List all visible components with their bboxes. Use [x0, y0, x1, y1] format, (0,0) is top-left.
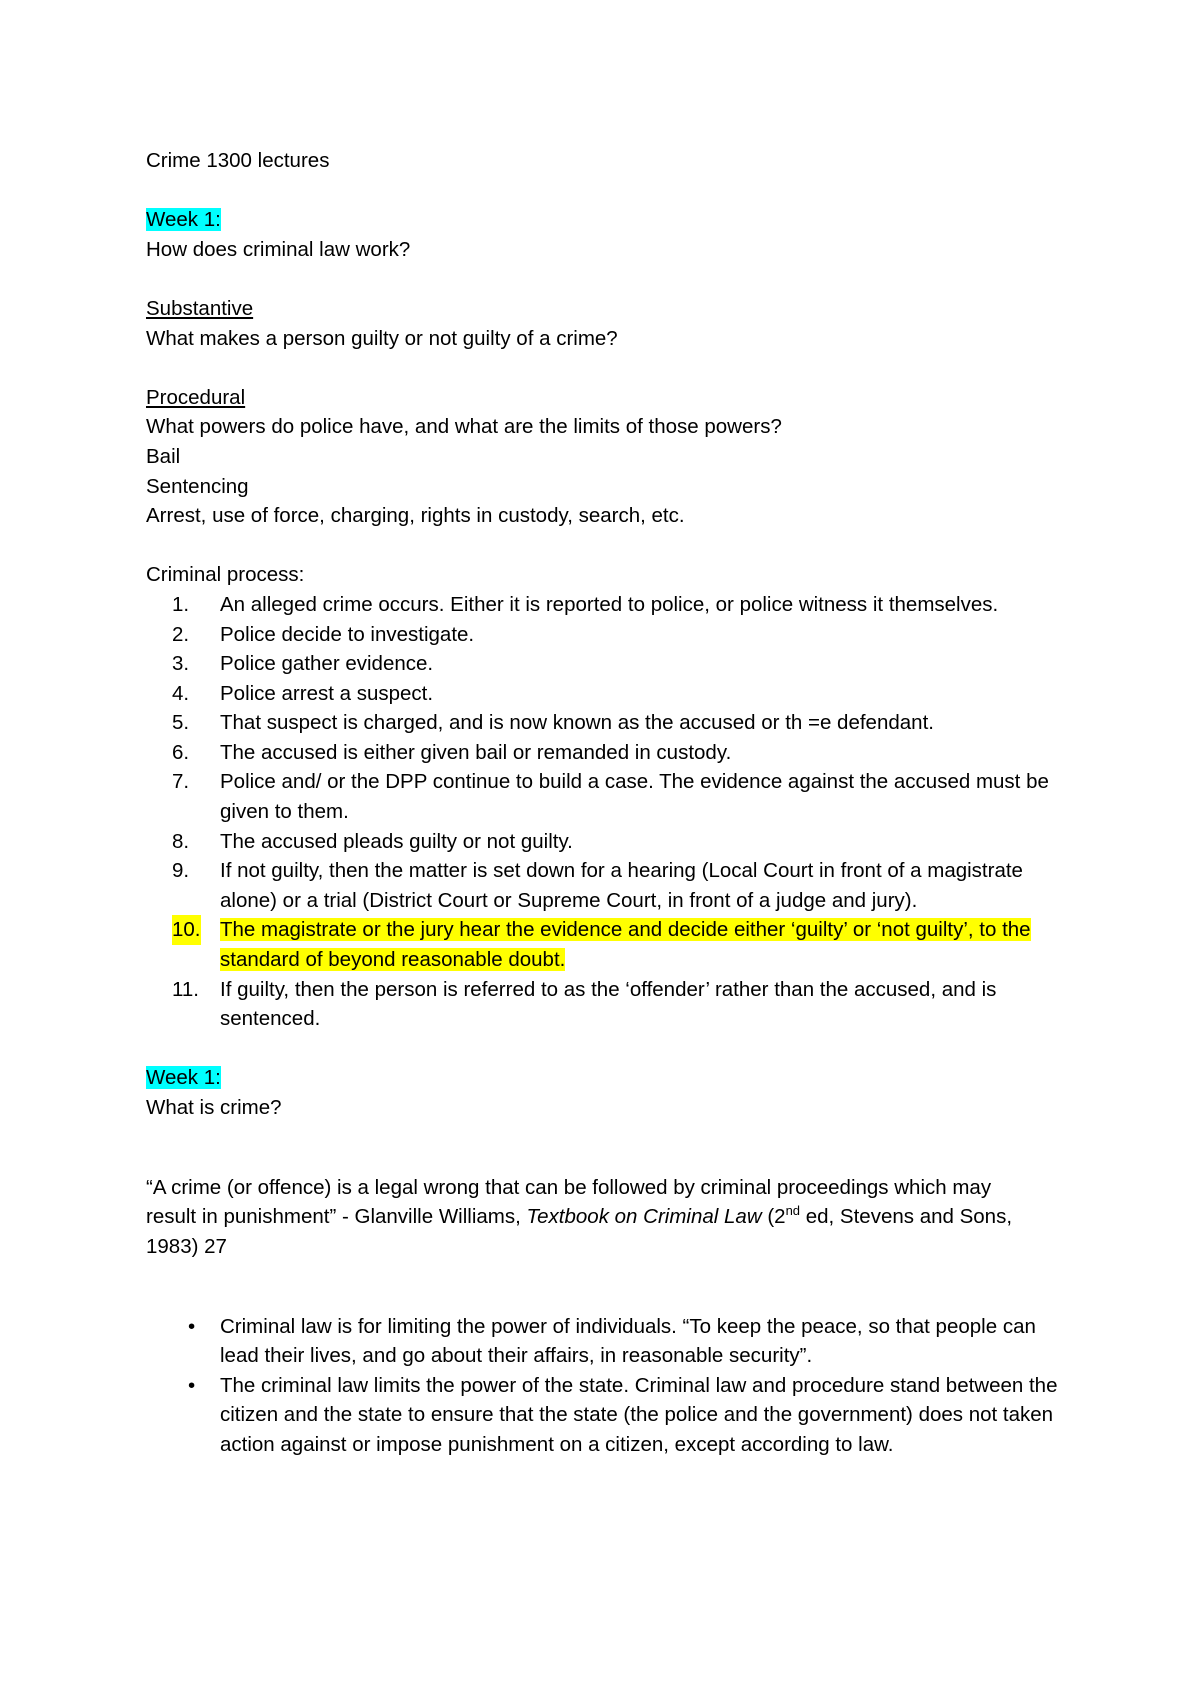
step-text: If guilty, then the person is referred to as the ‘offender’ rather than the accused, and is sentenced. — [220, 977, 997, 1031]
step-number: 9. — [172, 859, 190, 883]
step-text: Police and/ or the DPP continue to build a case. The evidence against the accused must be given to them. — [220, 770, 1049, 824]
procedural-line: What powers do police have, and what are the limits of those powers? — [146, 415, 782, 439]
procedural-line: Bail — [146, 444, 181, 468]
section-question-1: How does criminal law work? — [146, 237, 411, 261]
process-step — [146, 975, 1076, 1034]
week-heading-1: Week 1: — [146, 208, 221, 232]
step-number: 2. — [172, 622, 190, 646]
step-number: 10. — [172, 915, 201, 945]
step-number: 4. — [172, 681, 190, 705]
document-body — [146, 146, 1076, 1460]
step-number: 7. — [172, 770, 190, 794]
step-text: An alleged crime occurs. Either it is reported to police, or police witness it themselves. — [220, 592, 999, 616]
step-number: 6. — [172, 740, 190, 764]
procedural-line: Sentencing — [146, 474, 249, 498]
step-number: 3. — [172, 652, 190, 676]
step-number: 5. — [172, 711, 190, 735]
bullet-icon: • — [188, 1373, 196, 1397]
procedural-line: Arrest, use of force, charging, rights in custody, search, etc. — [146, 504, 685, 528]
process-step — [146, 708, 1076, 738]
process-step — [146, 827, 1076, 857]
step-text: The accused pleads guilty or not guilty. — [220, 829, 573, 853]
process-step — [146, 620, 1076, 650]
step-text: The accused is either given bail or remanded in custody. — [220, 740, 732, 764]
bullet-item — [146, 1371, 1060, 1460]
process-step — [146, 679, 1076, 709]
crime-definition-quote: “A crime (or offence) is a legal wrong that can be followed by criminal proceedings which may result in punishment” - Glanville Williams, Textbook on Criminal Law (2nd ed, Stevens and Sons, 1983) 27 — [146, 1175, 1013, 1258]
process-step — [146, 649, 1076, 679]
section-question-2: What is crime? — [146, 1096, 282, 1119]
process-heading: Criminal process: — [146, 563, 305, 587]
document-title: Crime 1300 lectures — [146, 149, 330, 172]
step-text: Police gather evidence. — [220, 652, 434, 676]
process-step — [146, 767, 1076, 826]
process-step-highlighted — [146, 915, 1076, 974]
bullet-item — [146, 1312, 1060, 1371]
bullet-list — [146, 1312, 1076, 1460]
procedural-heading: Procedural — [146, 385, 246, 409]
step-text: Police decide to investigate. — [220, 622, 475, 646]
process-step — [146, 856, 1076, 915]
book-title: Textbook on Criminal Law — [526, 1205, 762, 1229]
step-number: 11. — [172, 977, 199, 1001]
step-text: The magistrate or the jury hear the evidence and decide either ‘guilty’ or ‘not guilty’, to the standard of beyond reasonable doubt. — [220, 918, 1031, 972]
step-text: That suspect is charged, and is now known as the accused or th =e defendant. — [220, 711, 934, 735]
week-heading-2: Week 1: — [146, 1066, 221, 1090]
substantive-text: What makes a person guilty or not guilty of a crime? — [146, 326, 618, 350]
step-text: If not guilty, then the matter is set down for a hearing (Local Court in front of a magistrate alone) or a trial (District Court or Supreme Court, in front of a judge and jury). — [220, 859, 1023, 912]
process-step — [146, 738, 1076, 768]
step-number: 1. — [172, 592, 190, 616]
step-text: Police arrest a suspect. — [220, 681, 434, 705]
step-number: 8. — [172, 829, 190, 853]
bullet-icon: • — [188, 1314, 196, 1338]
criminal-process-list — [146, 590, 1076, 1034]
process-step — [146, 590, 1076, 620]
bullet-text: The criminal law limits the power of the state. Criminal law and procedure stand between the citizen and the state to ensure that the state (the police and the government) does not taken action against or impose punishment on a citizen, except according to law. — [220, 1373, 1058, 1456]
bullet-text: Criminal law is for limiting the power of individuals. “To keep the peace, so that people can lead their lives, and go about their affairs, in reasonable security”. — [220, 1314, 1036, 1368]
substantive-heading: Substantive — [146, 296, 254, 320]
